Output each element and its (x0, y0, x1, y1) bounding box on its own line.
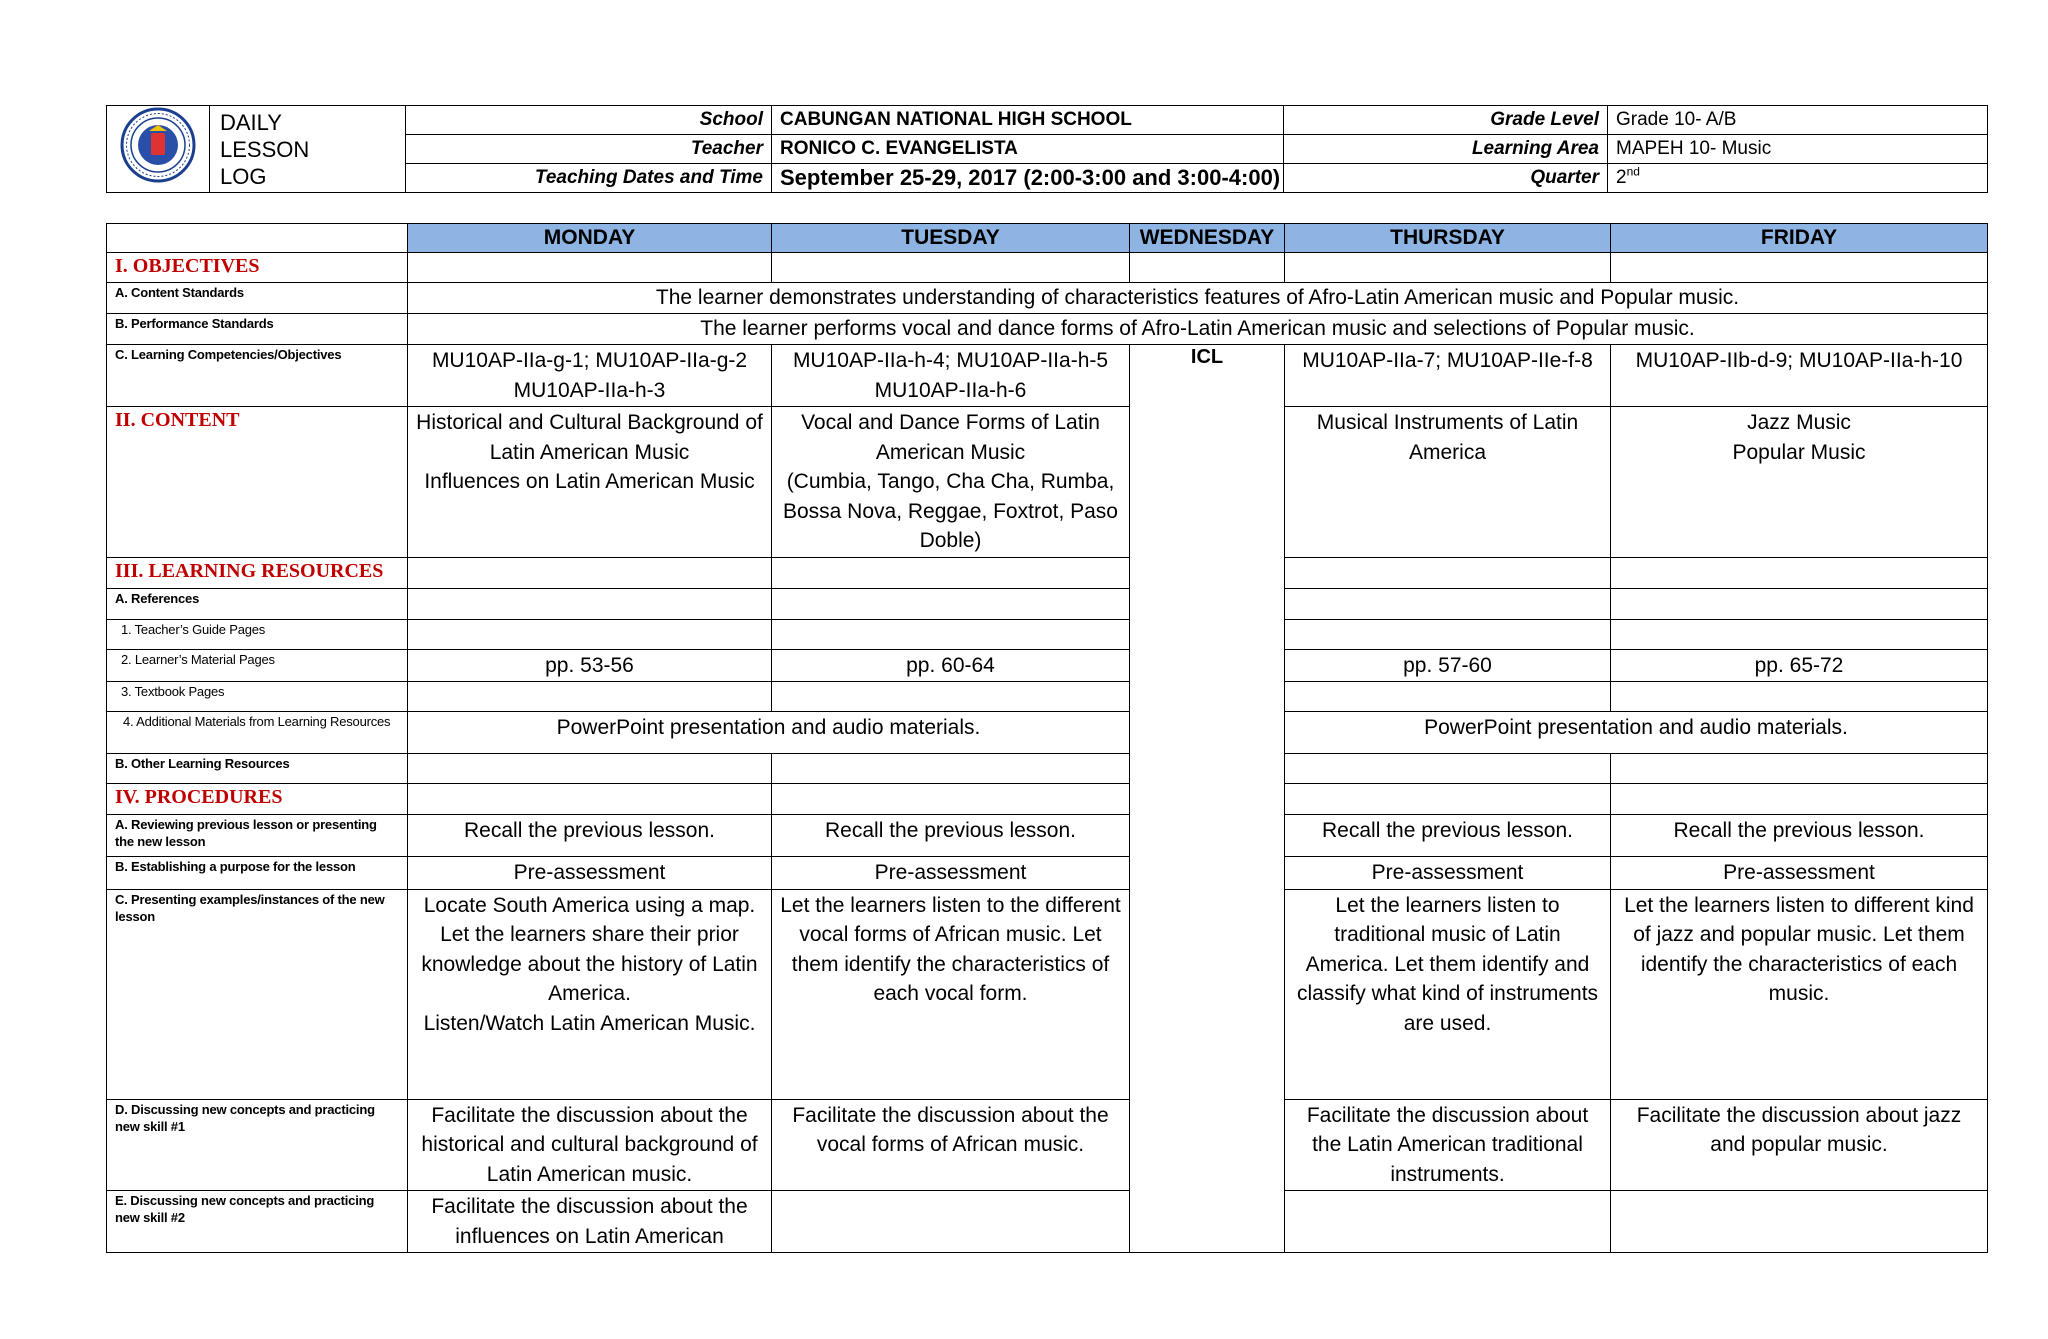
thursday-learners-material: pp. 57-60 (1285, 649, 1611, 682)
dates-value: September 25-29, 2017 (2:00-3:00 and 3:00-4:00) (772, 164, 1284, 193)
section-objectives: I. OBJECTIVES (107, 253, 408, 283)
friday-content: Jazz Music Popular Music (1611, 407, 1988, 558)
content-standard-text: The learner demonstrates understanding of characteristics features of Afro-Latin American music and Popular music. (408, 283, 1988, 314)
cell (1611, 253, 1988, 283)
tuesday-content: Vocal and Dance Forms of Latin American Music (Cumbia, Tango, Cha Cha, Rumba, Bossa Nova, Reggae, Foxtrot, Paso Doble) (772, 407, 1130, 558)
cell (1611, 588, 1988, 619)
monday-content: Historical and Cultural Background of Latin American Music Influences on Latin American Music (408, 407, 772, 558)
friday-competencies: MU10AP-IIb-d-9; MU10AP-IIa-h-10 (1611, 345, 1988, 407)
label-reviewing: A. Reviewing previous lesson or presenting the new lesson (107, 815, 408, 857)
teacher-label: Teacher (406, 135, 772, 164)
friday-reviewing: Recall the previous lesson. (1611, 815, 1988, 857)
table-row (107, 619, 1988, 649)
cell (1285, 588, 1611, 619)
grade-label: Grade Level (1284, 106, 1608, 135)
label-other-resources: B. Other Learning Resources (107, 754, 408, 784)
label-content-standards: A. Content Standards (107, 283, 408, 314)
day-friday: FRIDAY (1611, 224, 1988, 253)
title-line-2: LESSON (220, 136, 310, 162)
dates-label: Teaching Dates and Time (406, 164, 772, 193)
title-line-1: DAILY (220, 109, 282, 135)
thursday-presenting: Let the learners listen to traditional music of Latin America. Let them identify and classify what kind of instruments are used. (1285, 889, 1611, 1099)
thursday-discussing-1: Facilitate the discussion about the Latin American traditional instruments. (1285, 1099, 1611, 1191)
day-thursday: THURSDAY (1285, 224, 1611, 253)
label-teachers-guide: 1. Teacher’s Guide Pages (107, 619, 408, 649)
thursday-competencies: MU10AP-IIa-7; MU10AP-IIe-f-8 (1285, 345, 1611, 407)
label-references: A. References (107, 588, 408, 619)
table-row (107, 588, 1988, 619)
tuesday-learners-material: pp. 60-64 (772, 649, 1130, 682)
label-competencies: C. Learning Competencies/Objectives (107, 345, 408, 407)
cell (408, 619, 772, 649)
thu-fri-additional: PowerPoint presentation and audio materials. (1285, 712, 1988, 754)
cell (408, 682, 772, 712)
cell (1611, 1191, 1988, 1253)
lesson-log-table (106, 223, 1988, 1253)
mon-tue-additional: PowerPoint presentation and audio materials. (408, 712, 1130, 754)
cell (1285, 557, 1611, 588)
cell (772, 1191, 1130, 1253)
school-value: CABUNGAN NATIONAL HIGH SCHOOL (772, 106, 1284, 135)
tuesday-competencies: MU10AP-IIa-h-4; MU10AP-IIa-h-5 MU10AP-IIa-h-6 (772, 345, 1130, 407)
table-row (107, 253, 1988, 283)
label-additional-text: 4. Additional Materials from Learning Resources (123, 714, 391, 729)
cell (772, 557, 1130, 588)
thursday-content: Musical Instruments of Latin America (1285, 407, 1611, 558)
label-establishing: B. Establishing a purpose for the lesson (107, 857, 408, 890)
table-row (107, 857, 1988, 890)
cell (1285, 253, 1611, 283)
cell (408, 253, 772, 283)
table-row (107, 1191, 1988, 1253)
title-line-3: LOG (220, 163, 267, 189)
cell (408, 588, 772, 619)
day-monday: MONDAY (408, 224, 772, 253)
cell (1285, 1191, 1611, 1253)
cell (1611, 682, 1988, 712)
tuesday-discussing-1: Facilitate the discussion about the vocal forms of African music. (772, 1099, 1130, 1191)
day-tuesday: TUESDAY (772, 224, 1130, 253)
friday-establishing: Pre-assessment (1611, 857, 1988, 890)
friday-learners-material: pp. 65-72 (1611, 649, 1988, 682)
monday-establishing: Pre-assessment (408, 857, 772, 890)
cell (772, 588, 1130, 619)
grade-value: Grade 10- A/B (1608, 106, 1988, 135)
friday-discussing-1: Facilitate the discussion about jazz and popular music. (1611, 1099, 1988, 1191)
seal-graphic (113, 106, 203, 184)
cell (1130, 253, 1285, 283)
tuesday-presenting: Let the learners listen to the different vocal forms of African music. Let them identify the characteristics of each vocal form. (772, 889, 1130, 1099)
quarter-suffix: nd (1626, 164, 1640, 179)
teacher-value: RONICO C. EVANGELISTA (772, 135, 1284, 164)
cell (772, 619, 1130, 649)
label-discussing-1: D. Discussing new concepts and practicing new skill #1 (107, 1099, 408, 1191)
label-discussing-2: E. Discussing new concepts and practicing new skill #2 (107, 1191, 408, 1253)
day-header-row (107, 224, 1988, 253)
cell (772, 682, 1130, 712)
monday-learners-material: pp. 53-56 (408, 649, 772, 682)
wednesday-icl: ICL (1130, 345, 1285, 1253)
cell (1285, 682, 1611, 712)
tuesday-reviewing: Recall the previous lesson. (772, 815, 1130, 857)
table-row (107, 557, 1988, 588)
performance-standard-text: The learner performs vocal and dance forms of Afro-Latin American music and selections of Popular music. (408, 314, 1988, 345)
table-row (107, 754, 1988, 784)
area-label: Learning Area (1284, 135, 1608, 164)
cell (772, 754, 1130, 784)
table-row (107, 815, 1988, 857)
friday-presenting: Let the learners listen to different kind of jazz and popular music. Let them identify the characteristics of each music. (1611, 889, 1988, 1099)
document-title (210, 106, 406, 193)
header-table (106, 105, 1988, 193)
table-row (107, 784, 1988, 815)
quarter-value (1608, 164, 1988, 193)
cell (772, 253, 1130, 283)
monday-competencies: MU10AP-IIa-g-1; MU10AP-IIa-g-2 MU10AP-IIa-h-3 (408, 345, 772, 407)
table-row (107, 649, 1988, 682)
cell (1611, 557, 1988, 588)
cell (408, 557, 772, 588)
thursday-establishing: Pre-assessment (1285, 857, 1611, 890)
corner-cell (107, 224, 408, 253)
quarter-label: Quarter (1284, 164, 1608, 193)
table-row (107, 712, 1988, 754)
table-row (107, 1099, 1988, 1191)
cell (1611, 784, 1988, 815)
table-row (107, 314, 1988, 345)
section-resources: III. LEARNING RESOURCES (107, 557, 408, 588)
section-procedures: IV. PROCEDURES (107, 784, 408, 815)
label-additional (107, 712, 408, 754)
monday-discussing-2: Facilitate the discussion about the influences on Latin American (408, 1191, 772, 1253)
cell (1285, 754, 1611, 784)
cell (772, 784, 1130, 815)
table-row (107, 889, 1988, 1099)
cell (1611, 754, 1988, 784)
cell (1285, 619, 1611, 649)
quarter-number: 2 (1616, 167, 1627, 188)
label-learners-material: 2. Learner’s Material Pages (107, 649, 408, 682)
cell (408, 754, 772, 784)
monday-reviewing: Recall the previous lesson. (408, 815, 772, 857)
cell (1285, 784, 1611, 815)
school-label: School (406, 106, 772, 135)
deped-seal-icon (107, 106, 210, 193)
table-row (107, 283, 1988, 314)
table-row (107, 407, 1988, 558)
tuesday-establishing: Pre-assessment (772, 857, 1130, 890)
label-textbook: 3. Textbook Pages (107, 682, 408, 712)
area-value: MAPEH 10- Music (1608, 135, 1988, 164)
table-row (107, 682, 1988, 712)
table-row (107, 345, 1988, 407)
cell (408, 784, 772, 815)
monday-presenting: Locate South America using a map. Let the learners share their prior knowledge about the history of Latin America. Listen/Watch Latin American Music. (408, 889, 772, 1099)
section-content: II. CONTENT (107, 407, 408, 558)
label-performance-standards: B. Performance Standards (107, 314, 408, 345)
day-wednesday: WEDNESDAY (1130, 224, 1285, 253)
thursday-reviewing: Recall the previous lesson. (1285, 815, 1611, 857)
label-presenting: C. Presenting examples/instances of the new lesson (107, 889, 408, 1099)
cell (1611, 619, 1988, 649)
monday-discussing-1: Facilitate the discussion about the historical and cultural background of Latin American music. (408, 1099, 772, 1191)
